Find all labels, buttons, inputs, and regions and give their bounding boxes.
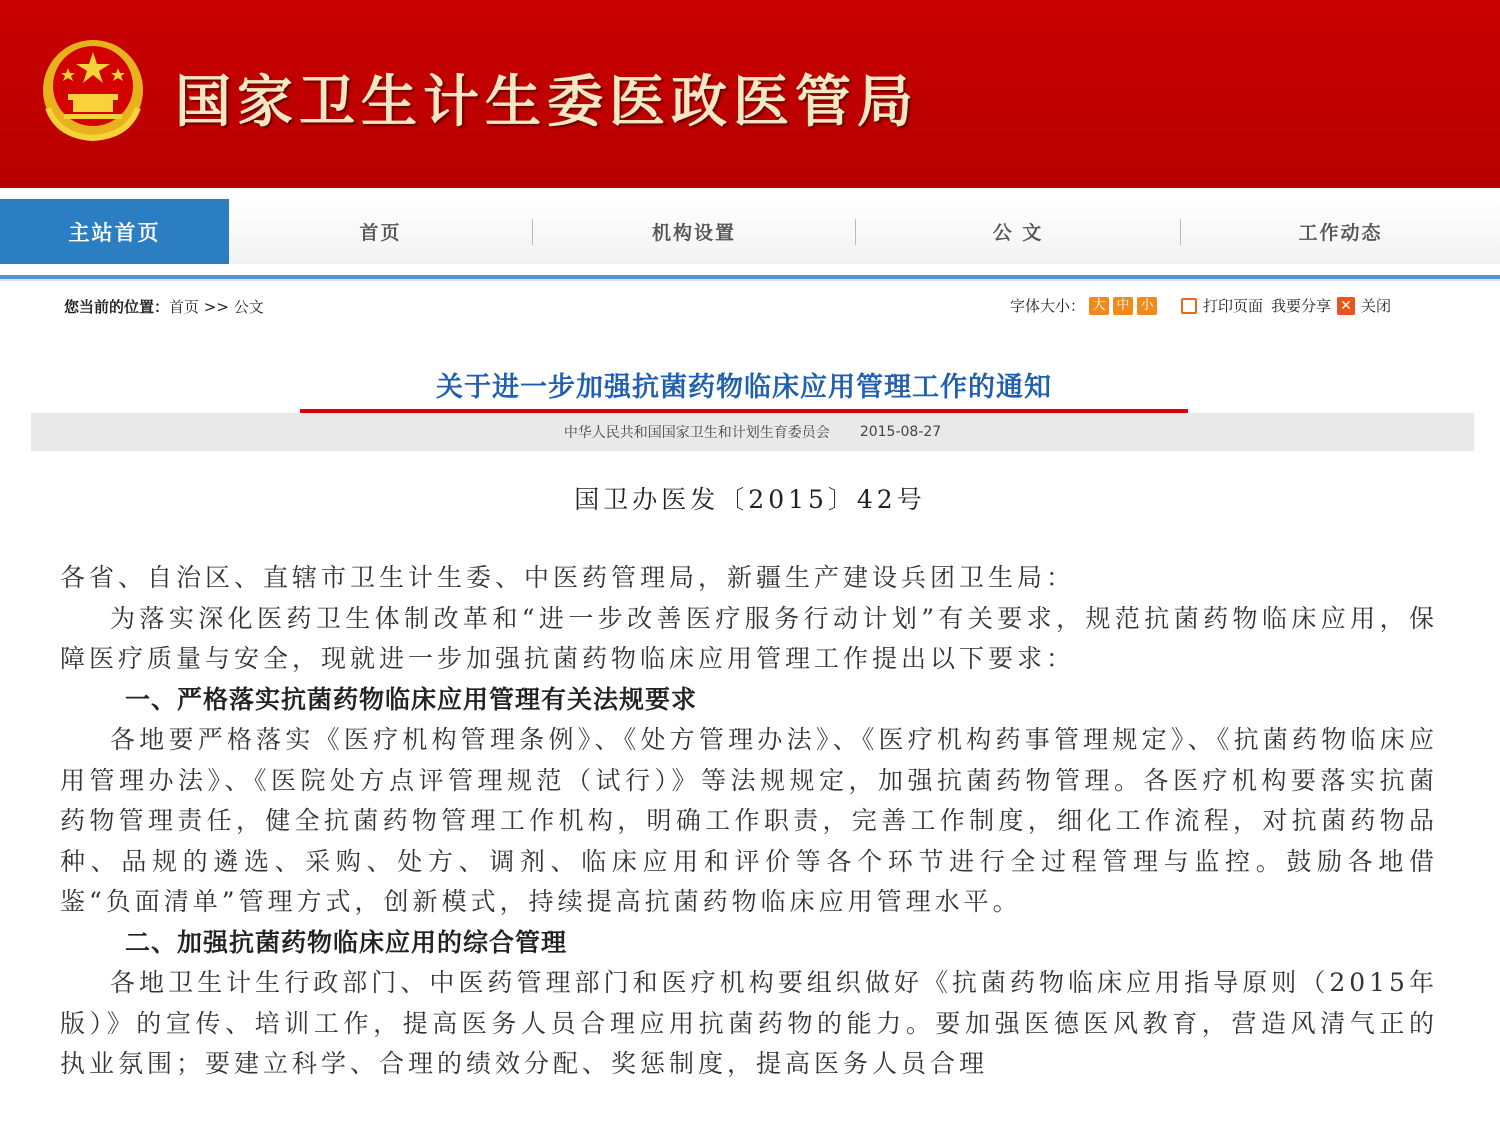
- section-heading: 二、加强抗菌药物临床应用的综合管理: [125, 927, 568, 957]
- close-icon[interactable]: ✕: [1337, 297, 1355, 315]
- share-link[interactable]: 我要分享: [1271, 297, 1332, 315]
- article-body: [60, 558, 1438, 1085]
- font-size-large-button[interactable]: 大: [1089, 297, 1109, 315]
- nav-divider-shadow: [0, 279, 1500, 281]
- section-heading: 一、严格落实抗菌药物临床应用管理有关法规要求: [125, 684, 698, 714]
- breadcrumb-current[interactable]: 公文: [233, 298, 264, 316]
- article-title: 关于进一步加强抗菌药物临床应用管理工作的通知: [436, 372, 1052, 403]
- page-tools: [1010, 295, 1391, 316]
- nav-item-documents[interactable]: 公 文: [992, 222, 1044, 244]
- breadcrumb-home-link[interactable]: 首页: [169, 298, 200, 316]
- body-paragraph: 为落实深化医药卫生体制改革和“进一步改善医疗服务行动计划”有关要求，规范抗菌药物临床应用，保障医疗质量与安全，现就进一步加强抗菌药物临床应用管理工作提出以下要求：: [60, 603, 1438, 673]
- font-size-small-button[interactable]: 小: [1137, 297, 1157, 315]
- site-header-banner: [0, 0, 1500, 188]
- breadcrumb-prefix: 您当前的位置：: [64, 298, 170, 316]
- print-icon[interactable]: [1181, 298, 1197, 314]
- site-title: 国家卫生计生委医政医管局: [175, 69, 919, 135]
- breadcrumb-separator: >>: [199, 298, 234, 316]
- breadcrumb: [64, 296, 264, 317]
- article-date: 2015-08-27: [859, 424, 942, 440]
- body-paragraph: 各地要严格落实《医疗机构管理条例》、《处方管理办法》、《医疗机构药事管理规定》、《抗菌药物临床应用管理办法》、《医院处方点评管理规范（试行）》等法规规定，加强抗菌药物管理。各医疗机构要落实抗菌药物管理责任，健全抗菌药物管理工作机构，明确工作职责，完善工作制度，细化工作流程，对抗菌药物品种、品规的遴选、采购、处方、调剂、临床应用和评价等各个环节进行全过程管理与监控。鼓励各地借鉴“负面清单”管理方式，创新模式，持续提高抗菌药物临床应用管理水平。: [60, 725, 1438, 916]
- font-size-medium-button[interactable]: 中: [1113, 297, 1133, 315]
- national-emblem-icon: [38, 38, 148, 142]
- body-paragraph: 各地卫生计生行政部门、中医药管理部门和医疗机构要组织做好《抗菌药物临床应用指导原则（2015年版）》的宣传、培训工作，提高医务人员合理应用抗菌药物的能力。要加强医德医风教育，营造风清气正的执业氛围；要建立科学、合理的绩效分配、奖惩制度，提高医务人员合理: [60, 968, 1438, 1078]
- salutation-paragraph: 各省、自治区、直辖市卫生计生委、中医药管理局，新疆生产建设兵团卫生局：: [60, 563, 1076, 592]
- document-number: 国卫办医发〔2015〕42号: [574, 485, 926, 514]
- print-page-link[interactable]: 打印页面: [1203, 297, 1264, 315]
- article-source: 中华人民共和国国家卫生和计划生育委员会: [563, 425, 830, 441]
- nav-item-home[interactable]: 首页: [359, 222, 402, 244]
- nav-item-work-news[interactable]: 工作动态: [1298, 222, 1383, 244]
- font-size-label: 字体大小：: [1010, 297, 1086, 315]
- article-meta-bar: [31, 413, 1474, 451]
- nav-item-organization[interactable]: 机构设置: [651, 222, 736, 244]
- nav-main-site-home[interactable]: 主站首页: [0, 199, 229, 264]
- main-nav: [0, 199, 1500, 264]
- close-link[interactable]: 关闭: [1361, 297, 1392, 315]
